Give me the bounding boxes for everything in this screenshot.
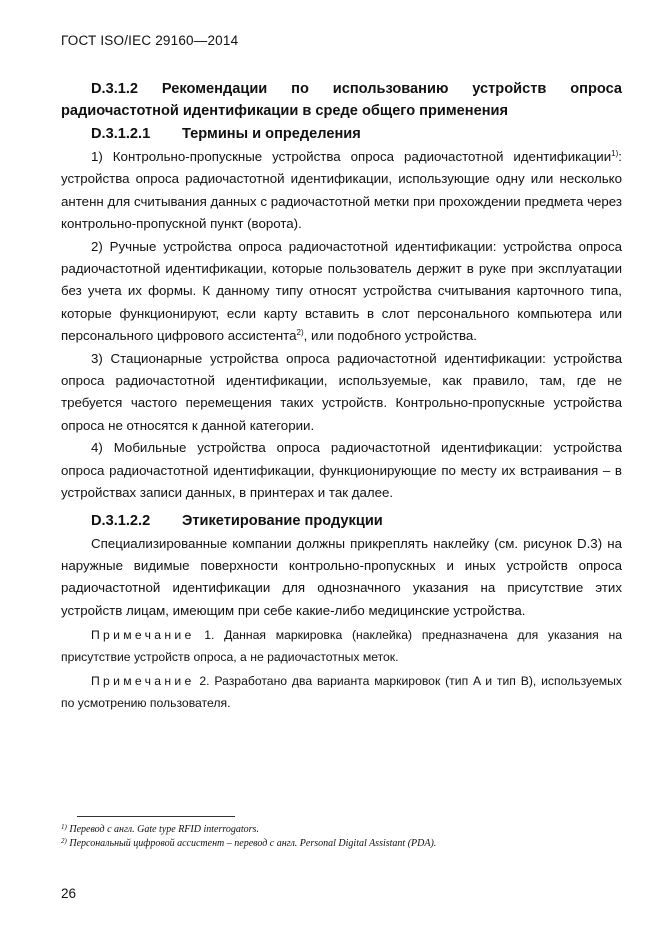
terms-paragraph-1-rest: : устройства опроса радиочастотной идентификации, использующие одну или несколько антенн для считывания данных с радиочастотной метки при прохождении предмета через контрольно-пропускной пункт (ворота). (61, 149, 622, 232)
note-2 (61, 670, 622, 714)
footnote-ref-1: 1) (611, 149, 619, 158)
footnote-ref-2: 2) (296, 328, 304, 338)
labeling-heading-number: D.3.1.2.2 (91, 512, 151, 529)
terms-paragraph-1-lead: 1) Контрольно-пропускные устройства опроса радиочастотной идентификации (91, 149, 612, 164)
note-2-label: Примечание (91, 674, 195, 689)
labeling-heading (61, 509, 622, 533)
page-number: 26 (61, 886, 77, 901)
terms-paragraph-3: 3) Стационарные устройства опроса радиочастотной идентификации: устройства опроса радиочастотной идентификации, используемые, как правило, там, где не требуется частого перемещения таких устройств. Контрольно-пропускные устройства опроса не относятся к данной категории. (61, 350, 622, 433)
note-1-label: Примечание (91, 628, 195, 643)
footnote-1 (61, 823, 622, 837)
terms-paragraph-2 (61, 236, 622, 348)
terms-paragraph-1 (61, 146, 622, 236)
note-1-text: 1. Данная маркировка (наклейка) предназначена для указания на присутствие устройств опроса, а не радиочастотных меток. (61, 628, 622, 665)
note-1 (61, 624, 622, 668)
footnote-1-mark: 1) (61, 823, 67, 831)
labeling-heading-title: Этикетирование продукции (182, 512, 383, 529)
footnote-2-text: Персональный цифровой ассистент – перевод с англ. Personal Digital Assistant (PDA). (66, 837, 437, 849)
note-2-text: 2. Разработано два варианта маркировок (тип A и тип B), используемых по усмотрению пользователя. (61, 674, 622, 711)
footnote-2 (61, 837, 622, 851)
footnote-1-text: Перевод с англ. Gate type RFID interrogators. (66, 824, 259, 835)
footnote-2-mark: 2) (61, 836, 67, 845)
terms-paragraph-2-lead: 2) Ручные устройства опроса радиочастотной идентификации: устройства опроса радиочастотной идентификации, которые пользователь держит в руке при эксплуатации без учета их формы. К данному типу относят устройства считывания карточного типа, которые функционируют, если карту вставить в слот персонального компьютера или персонального цифрового ассистента (61, 238, 622, 344)
terms-heading-number: D.3.1.2.1 (91, 126, 151, 142)
document-header: ГОСТ ISO/IEC 29160—2014 (61, 33, 239, 48)
terms-heading-title: Термины и определения (182, 126, 361, 142)
terms-paragraph-4: 4) Мобильные устройства опроса радиочастотной идентификации: устройства опроса радиочастотной идентификации, функционирующие по месту их встраивания – в устройствах записи данных, в принтерах и так далее. (61, 440, 622, 501)
terms-heading (61, 122, 622, 146)
labeling-paragraph: Специализированные компании должны прикреплять наклейку (см. рисунок D.3) на наружные видимые поверхности контрольно-пропускных и иных устройств опроса радиочастотной идентификации для однозначного указания на присутствие этих устройств лицам, имеющим при себе какие-либо медицинские устройства. (61, 535, 622, 618)
section-heading: D.3.1.2 Рекомендации по использованию устройств опроса радиочастотной идентификации в среде общего применения (61, 81, 622, 119)
main-content (61, 76, 622, 714)
footnotes (61, 823, 622, 850)
footnote-divider (77, 816, 235, 817)
terms-paragraph-2-rest: , или подобного устройства. (303, 328, 477, 344)
